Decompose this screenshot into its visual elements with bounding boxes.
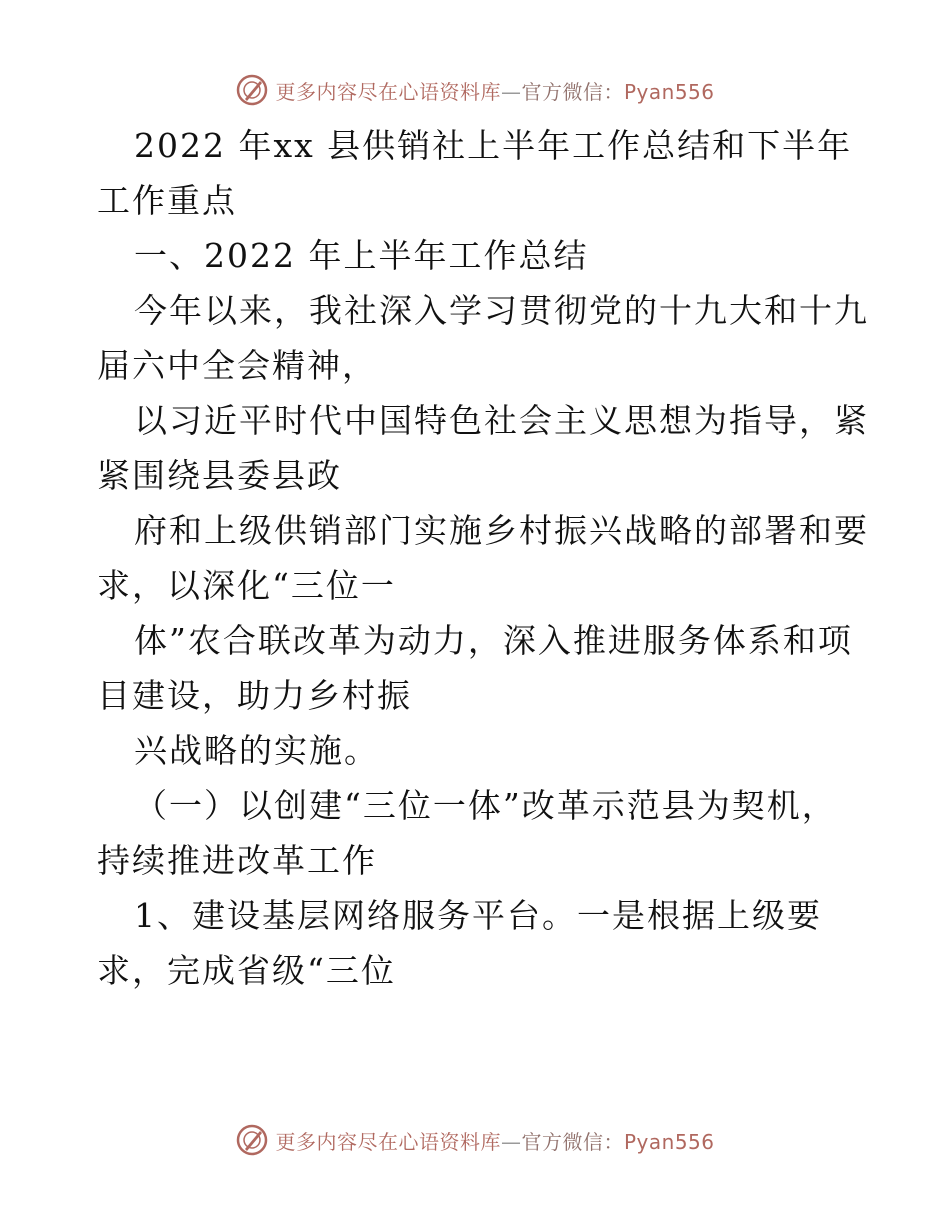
banner-text — [275, 1126, 714, 1155]
text-line: 以习近平时代中国特色社会主义思想为指导，紧 — [134, 401, 869, 440]
text-line: 府和上级供销部门实施乡村振兴战略的部署和要 — [134, 511, 869, 550]
text-line: 求，以深化“三位一 — [97, 566, 396, 605]
text-line: 兴战略的实施。 — [134, 731, 379, 770]
banner-text — [275, 76, 714, 105]
text-line: 一、2022 年上半年工作总结 — [134, 236, 589, 275]
document-body — [97, 118, 869, 998]
text-line: 紧围绕县委县政 — [97, 456, 342, 495]
text-line: 1、建设基层网络服务平台。一是根据上级要 — [134, 896, 822, 935]
banner-separator: — — [500, 1129, 522, 1154]
header-watermark-banner — [0, 70, 950, 110]
banner-contact-id: Pyan556 — [623, 1129, 715, 1154]
banner-contact-label: 官方微信： — [521, 79, 624, 104]
banner-inner — [235, 73, 714, 107]
banner-separator: — — [500, 79, 522, 104]
text-line: 工作重点 — [97, 181, 237, 220]
pen-logo-icon — [235, 73, 269, 107]
banner-contact-label: 官方微信： — [521, 1129, 624, 1154]
pen-logo-icon — [235, 1123, 269, 1157]
banner-slogan: 更多内容尽在心语资料库 — [275, 1129, 501, 1154]
text-line: 目建设，助力乡村振 — [97, 676, 412, 715]
text-line: 求，完成省级“三位 — [97, 951, 396, 990]
text-line: 体”农合联改革为动力，深入推进服务体系和项 — [134, 621, 853, 660]
banner-inner — [235, 1123, 714, 1157]
banner-contact-id: Pyan556 — [623, 79, 715, 104]
banner-slogan: 更多内容尽在心语资料库 — [275, 79, 501, 104]
text-line: 持续推进改革工作 — [97, 841, 377, 880]
text-line: 2022 年xx 县供销社上半年工作总结和下半年 — [134, 126, 853, 165]
text-line: 今年以来，我社深入学习贯彻党的十九大和十九 — [134, 291, 869, 330]
text-line: 届六中全会精神， — [97, 346, 377, 385]
footer-watermark-banner — [0, 1120, 950, 1160]
text-line: （一）以创建“三位一体”改革示范县为契机， — [134, 786, 837, 825]
